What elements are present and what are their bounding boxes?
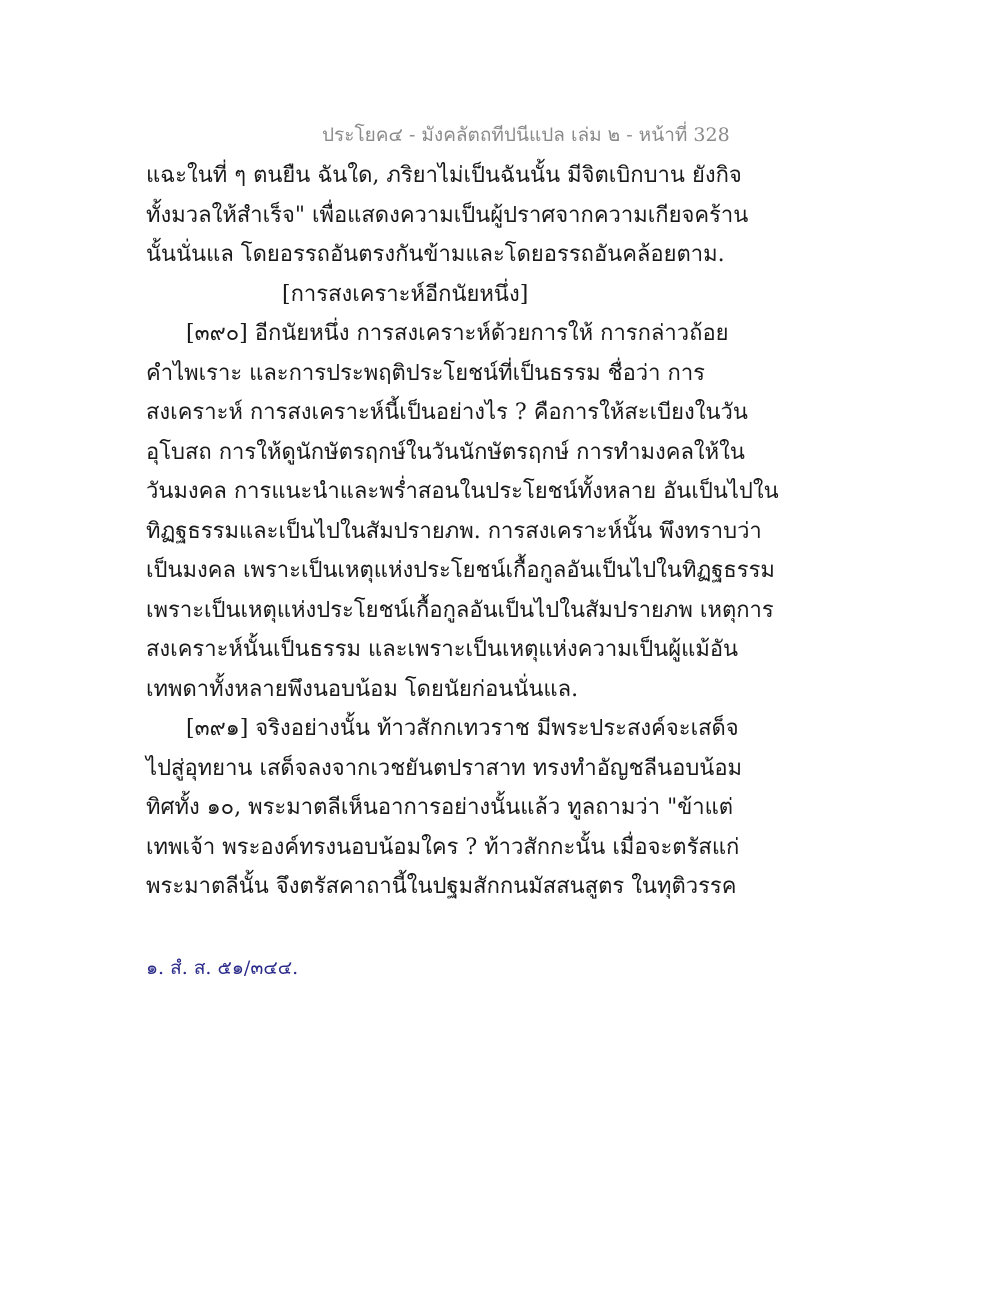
text-line: พระมาตลีนั้น จึงตรัสคาถานี้ในปฐมสักกนมัสสนสูตร ในทุติวรรค [146, 874, 737, 899]
text-line: สงเคราะห์ การสงเคราะห์นี้เป็นอย่างไร ? คือการให้สะเบียงในวัน [146, 400, 748, 425]
text-line: นั้นนั่นแล โดยอรรถอันตรงกันข้ามและโดยอรรถอันคล้อยตาม. [146, 242, 725, 267]
text-line: แฉะในที่ ๆ ตนยืน ฉันใด, ภริยาไม่เป็นฉันนั้น มีจิตเบิกบาน ยังกิจ [146, 163, 742, 188]
text-line: วันมงคล การแนะนำและพร่ำสอนในประโยชน์ทั้งหลาย อันเป็นไปใน [146, 479, 779, 504]
section-heading: [การสงเคราะห์อีกนัยหนึ่ง] [282, 281, 529, 307]
text-line: ทิฏฐธรรมและเป็นไปในสัมปรายภพ. การสงเคราะห์นั้น พึงทราบว่า [146, 518, 762, 544]
page-header: ประโยค๔ - มังคลัตถทีปนีแปล เล่ม ๒ - หน้าที่ 328 [322, 124, 730, 146]
paragraph-start: [๓๙๐] อีกนัยหนึ่ง การสงเคราะห์ด้วยการให้ การกล่าวถ้อย [186, 321, 729, 346]
text-line: เทพเจ้า พระองค์ทรงนอบน้อมใคร ? ท้าวสักกะนั้น เมื่อจะตรัสแก่ [146, 834, 740, 860]
footnote: ๑. สํ. ส. ๕๑/๓๔๔. [146, 957, 299, 979]
text-line: ทิศทั้ง ๑๐, พระมาตลีเห็นอาการอย่างนั้นแล้ว ทูลถามว่า "ข้าแต่ [146, 795, 734, 820]
text-line: คำไพเราะ และการประพฤติประโยชน์ที่เป็นธรรม ชื่อว่า การ [146, 360, 706, 386]
text-line: อุโบสถ การให้ดูนักษัตรฤกษ์ในวันนักษัตรฤกษ์ การทำมงคลให้ใน [146, 439, 745, 465]
body-text [146, 156, 779, 907]
text-line: เทพดาทั้งหลายพึงนอบน้อม โดยนัยก่อนนั่นแล. [146, 676, 579, 702]
text-line: เป็นมงคล เพราะเป็นเหตุแห่งประโยชน์เกื้อกูลอันเป็นไปในทิฏฐธรรม [146, 558, 775, 583]
text-line: ทั้งมวลให้สำเร็จ" เพื่อแสดงความเป็นผู้ปราศจากความเกียจคร้าน [146, 202, 749, 228]
paragraph-start: [๓๙๑] จริงอย่างนั้น ท้าวสักกเทวราช มีพระประสงค์จะเสด็จ [186, 716, 739, 741]
text-line: ไปสู่อุทยาน เสด็จลงจากเวชยันตปราสาท ทรงทำอัญชลีนอบน้อม [146, 755, 743, 781]
text-line: เพราะเป็นเหตุแห่งประโยชน์เกื้อกูลอันเป็นไปในสัมปรายภพ เหตุการ [146, 597, 774, 623]
text-line: สงเคราะห์นั้นเป็นธรรม และเพราะเป็นเหตุแห่งความเป็นผู้แม้อัน [146, 637, 739, 662]
